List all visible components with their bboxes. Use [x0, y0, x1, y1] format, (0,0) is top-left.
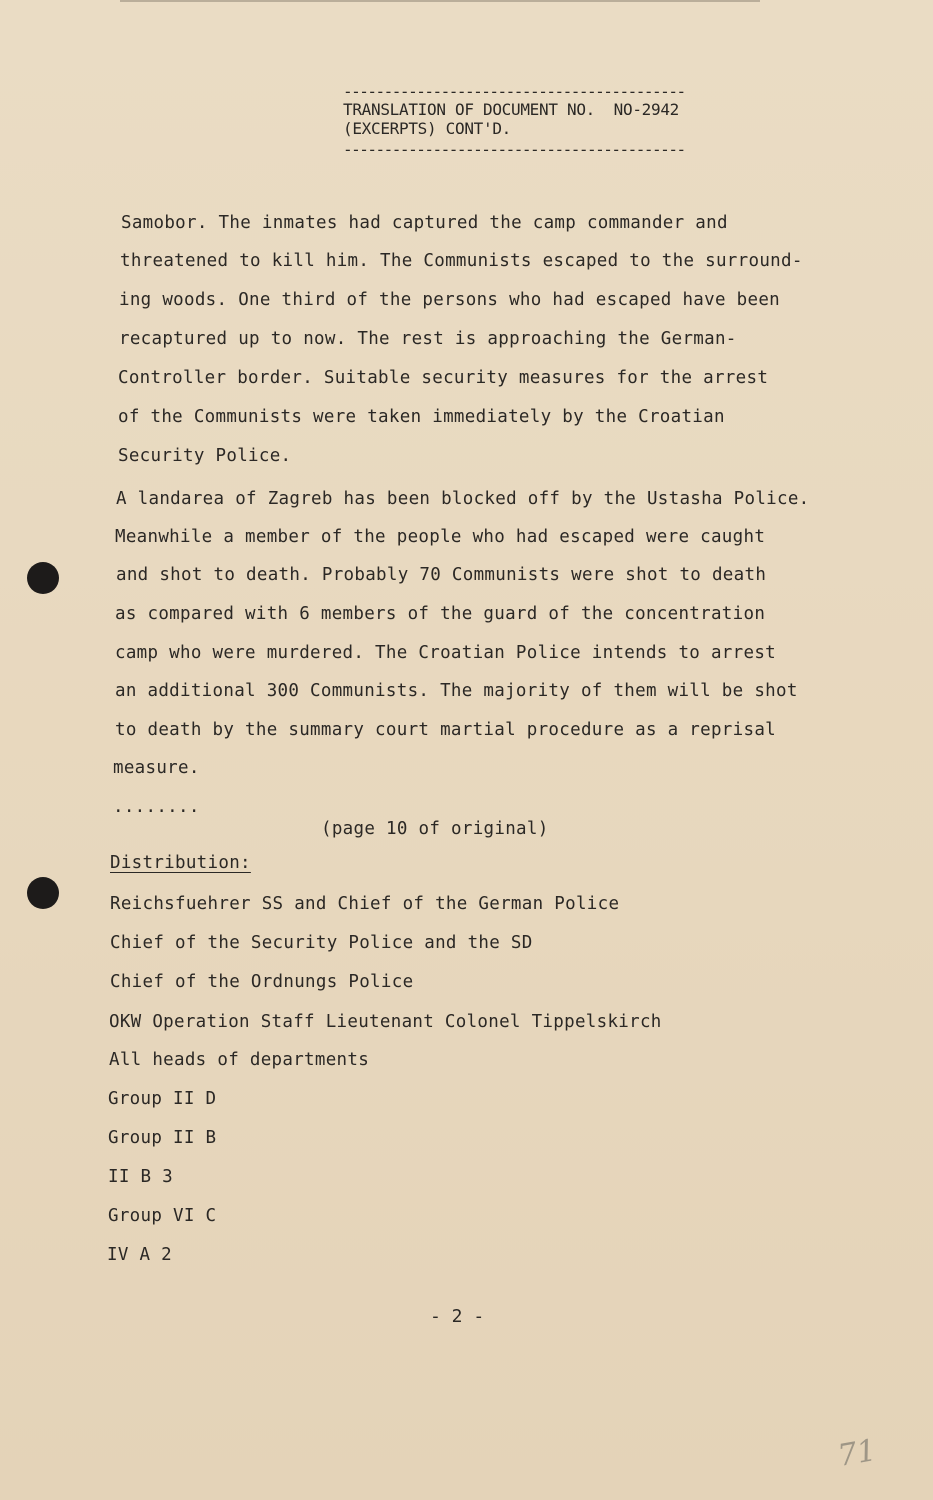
body-line: as compared with 6 members of the guard of the concentration — [115, 604, 766, 624]
body-line: camp who were murdered. The Croatian Police intends to arrest — [115, 643, 776, 663]
distribution-item: Group VI C — [108, 1206, 217, 1226]
body-line: to death by the summary court martial procedure as a reprisal — [115, 720, 776, 740]
body-line: Meanwhile a member of the people who had escaped were caught — [115, 527, 766, 547]
page-number: - 2 - — [430, 1306, 485, 1327]
body-line: ing woods. One third of the persons who had escaped have been — [119, 290, 780, 310]
ellipsis: ........ — [113, 797, 200, 817]
body-line: Controller border. Suitable security measures for the arrest — [118, 368, 769, 388]
distribution-item: II B 3 — [108, 1167, 174, 1187]
header-bottom-rule: ------------------------------------------ — [343, 144, 685, 156]
distribution-item: OKW Operation Staff Lieutenant Colonel Tippelskirch — [109, 1012, 662, 1032]
top-edge-rule — [120, 0, 760, 2]
body-line: threatened to kill him. The Communists escaped to the surround- — [120, 251, 803, 271]
header-title-line-1: TRANSLATION OF DOCUMENT NO. NO-2942 — [343, 100, 679, 119]
distribution-item: Group II B — [108, 1128, 217, 1148]
body-line: A landarea of Zagreb has been blocked off by the Ustasha Police. — [116, 489, 810, 509]
body-line: Security Police. — [118, 446, 292, 466]
pencil-annotation: 71 — [835, 1432, 879, 1475]
header-top-rule: ------------------------------------------ — [343, 86, 685, 98]
header-title-line-2: (EXCERPTS) CONT'D. — [343, 119, 511, 138]
document-header — [343, 86, 773, 156]
distribution-heading: Distribution: — [110, 853, 251, 873]
distribution-item: Group II D — [108, 1089, 217, 1109]
distribution-item: IV A 2 — [107, 1245, 173, 1265]
distribution-item: All heads of departments — [109, 1050, 370, 1070]
distribution-item: Chief of the Ordnungs Police — [110, 972, 414, 992]
body-line: of the Communists were taken immediately by the Croatian — [118, 407, 725, 427]
body-line: an additional 300 Communists. The majority of them will be shot — [115, 681, 798, 701]
body-line: Samobor. The inmates had captured the camp commander and — [121, 213, 728, 233]
page-reference: (page 10 of original) — [321, 819, 549, 839]
distribution-item: Reichsfuehrer SS and Chief of the German Police — [110, 894, 620, 914]
body-line: recaptured up to now. The rest is approaching the German- — [119, 329, 737, 349]
distribution-item: Chief of the Security Police and the SD — [110, 933, 533, 953]
body-line: measure. — [113, 758, 200, 778]
punch-hole — [27, 562, 59, 594]
body-line: and shot to death. Probably 70 Communists were shot to death — [116, 565, 767, 585]
punch-hole — [27, 877, 59, 909]
